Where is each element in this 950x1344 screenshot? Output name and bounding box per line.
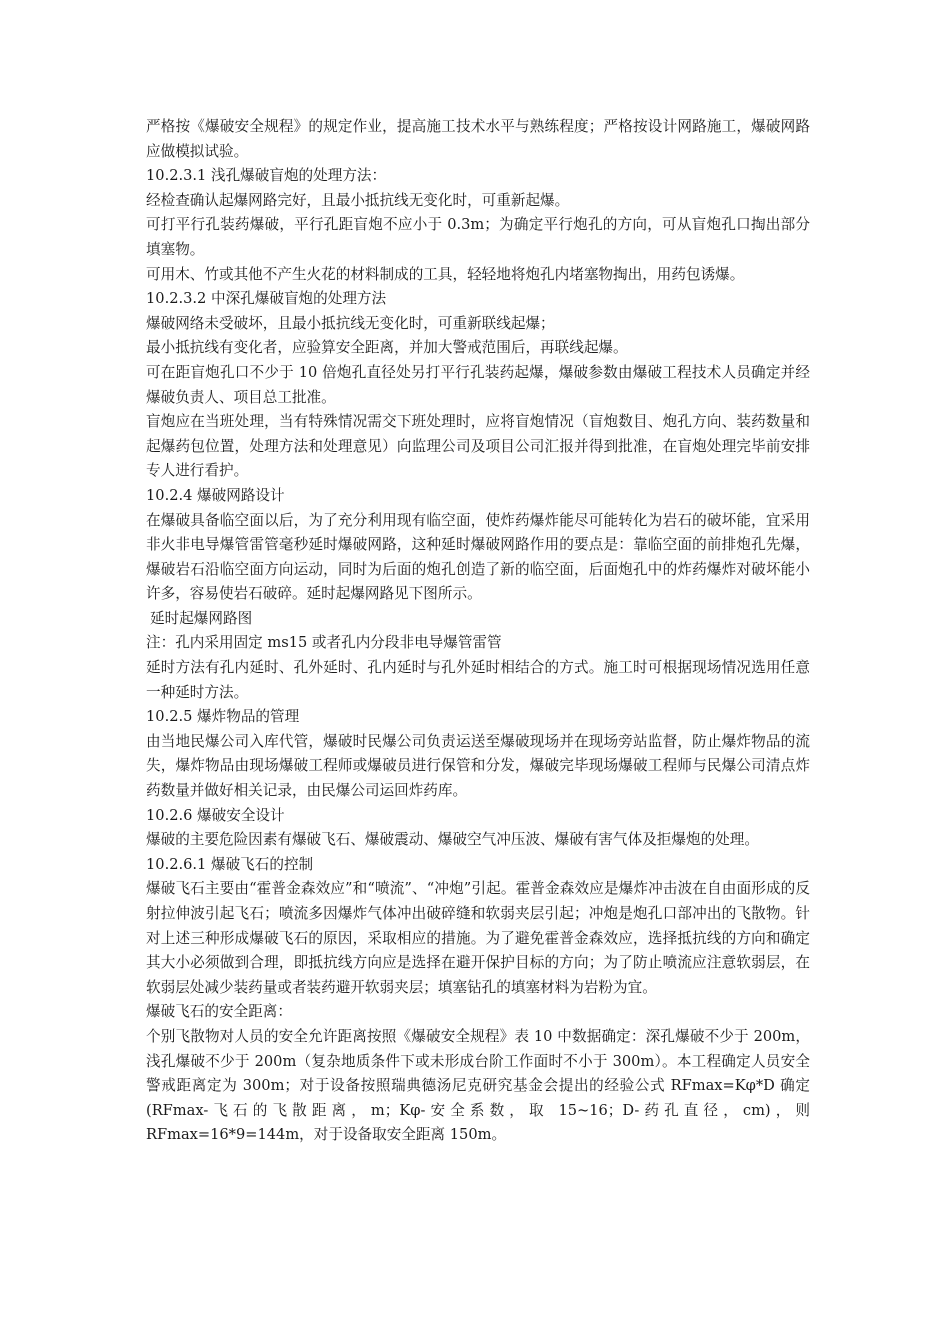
paragraph: 个别飞散物对人员的安全允许距离按照《爆破安全规程》表 10 中数据确定：深孔爆破不少于 200m，浅孔爆破不少于 200m（复杂地质条件下或未形成台阶工作面时不小于 300m）。本工程确定人员安全警戒距离定为 300m；对于设备按照瑞典德汤尼克研究基金会提出的经验公式 RFmax=Kφ*D 确定(RFmax-飞石的飞散距离，m；Kφ-安全系数，取 15~16；D-药孔直径，cm)，则 RFmax=16*9=144m，对于设备取安全距离 150m。 <box>146 1027 810 1144</box>
paragraph: 延时方法有孔内延时、孔外延时、孔内延时与孔外延时相结合的方式。施工时可根据现场情况选用任意一种延时方法。 <box>146 659 810 701</box>
paragraph: 爆破飞石的安全距离： <box>146 1003 292 1021</box>
figure-note: 注：孔内采用固定 ms15 或者孔内分段非电导爆管雷管 <box>146 634 502 652</box>
paragraph: 爆破网络未受破坏，且最小抵抗线无变化时，可重新联线起爆； <box>146 314 555 332</box>
paragraph: 严格按《爆破安全规程》的规定作业，提高施工技术水平与熟练程度；严格按设计网路施工，爆破网路应做模拟试验。 <box>146 118 810 160</box>
section-heading: 10.2.4 爆破网路设计 <box>146 486 285 504</box>
section-heading: 10.2.5 爆炸物品的管理 <box>146 708 300 726</box>
paragraph: 最小抵抗线有变化者，应验算安全距离，并加大警戒范围后，再联线起爆。 <box>146 339 628 357</box>
section-heading: 10.2.6 爆破安全设计 <box>146 806 285 824</box>
paragraph: 爆破飞石主要由“霍普金森效应”和“喷流”、“冲炮”引起。霍普金森效应是爆炸冲击波在自由面形成的反射拉伸波引起飞石；喷流多因爆炸气体冲出破碎缝和软弱夹层引起；冲炮是炮孔口部冲出的飞散物。针对上述三种形成爆破飞石的原因，采取相应的措施。为了避免霍普金森效应，选择抵抗线的方向和确定其大小必须做到合理，即抵抗线方向应是选择在避开保护目标的方向；为了防止喷流应注意软弱层，在软弱层处减少装药量或者装药避开软弱夹层；填塞钻孔的填塞材料为岩粉为宜。 <box>146 880 810 996</box>
paragraph: 爆破的主要危险因素有爆破飞石、爆破震动、爆破空气冲压波、爆破有害气体及拒爆炮的处理。 <box>146 831 759 849</box>
paragraph: 可用木、竹或其他不产生火花的材料制成的工具，轻轻地将炮孔内堵塞物掏出，用药包诱爆。 <box>146 265 745 283</box>
figure-caption: 延时起爆网路图 <box>150 609 253 627</box>
paragraph: 盲炮应在当班处理，当有特殊情况需交下班处理时，应将盲炮情况（盲炮数目、炮孔方向、装药数量和起爆药包位置，处理方法和处理意见）向监理公司及项目公司汇报并得到批准，在盲炮处理完毕前安排专人进行看护。 <box>146 413 810 480</box>
paragraph: 由当地民爆公司入库代管，爆破时民爆公司负责运送至爆破现场并在现场旁站监督，防止爆炸物品的流失，爆炸物品由现场爆破工程师或爆破员进行保管和分发，爆破完毕现场爆破工程师与民爆公司清点炸药数量并做好相关记录，由民爆公司运回炸药库。 <box>146 732 810 800</box>
section-heading: 10.2.6.1 爆破飞石的控制 <box>146 855 314 873</box>
paragraph: 可在距盲炮孔口不少于 10 倍炮孔直径处另打平行孔装药起爆，爆破参数由爆破工程技术人员确定并经爆破负责人、项目总工批准。 <box>146 363 810 406</box>
paragraph: 可打平行孔装药爆破，平行孔距盲炮不应小于 0.3m；为确定平行炮孔的方向，可从盲炮孔口掏出部分填塞物。 <box>146 216 810 258</box>
section-heading: 10.2.3.2 中深孔爆破盲炮的处理方法 <box>146 290 387 308</box>
paragraph: 在爆破具备临空面以后，为了充分利用现有临空面，使炸药爆炸能尽可能转化为岩石的破坏能，宜采用非火非电导爆管雷管毫秒延时爆破网路，这种延时爆破网路作用的要点是：靠临空面的前排炮孔先爆，爆破岩石沿临空面方向运动，同时为后面的炮孔创造了新的临空面，后面炮孔中的炸药爆炸对破坏能小许多，容易使岩石破碎。延时起爆网路见下图所示。 <box>146 511 810 603</box>
section-heading: 10.2.3.1 浅孔爆破盲炮的处理方法： <box>146 167 387 185</box>
paragraph: 经检查确认起爆网路完好，且最小抵抗线无变化时，可重新起爆。 <box>146 191 570 209</box>
document-body <box>146 115 810 1148</box>
